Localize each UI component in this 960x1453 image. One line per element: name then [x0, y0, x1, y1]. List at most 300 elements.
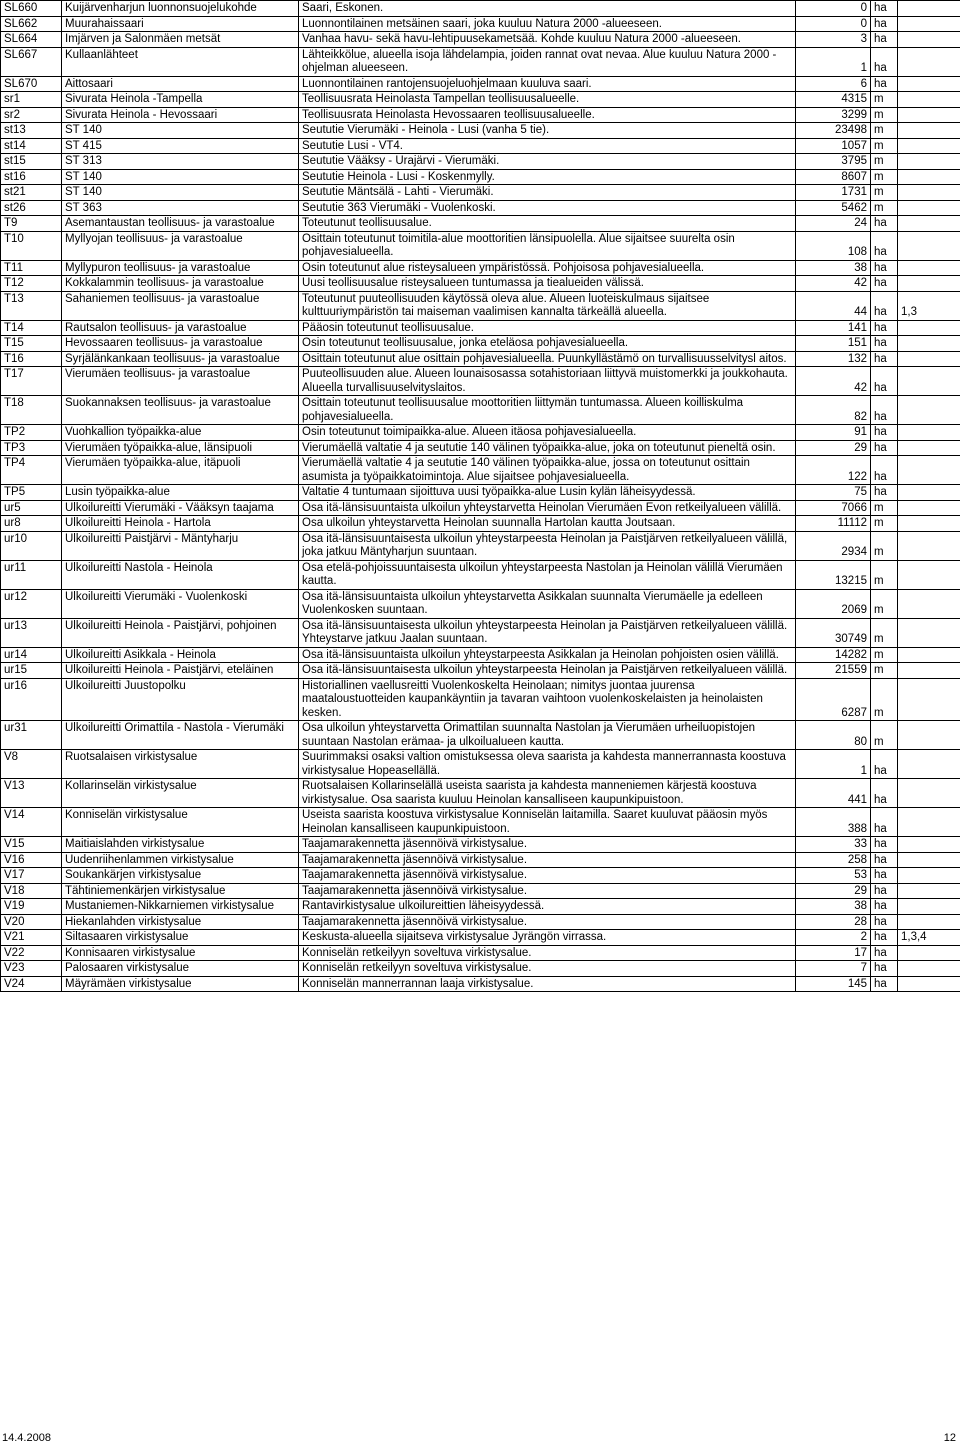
table-row: [1, 154, 960, 170]
table-row: [1, 440, 960, 456]
row-code: ur15: [1, 663, 62, 679]
row-name: Konniselän virkistysalue: [62, 808, 299, 837]
table-row: [1, 320, 960, 336]
row-unit: ha: [871, 868, 898, 884]
table-row: [1, 16, 960, 32]
row-name: Imjärven ja Salonmäen metsät: [62, 32, 299, 48]
row-code: st14: [1, 138, 62, 154]
row-name: Ulkoilureitti Orimattila - Nastola - Vierumäki: [62, 721, 299, 750]
row-note: [898, 618, 960, 647]
row-amount: 38: [796, 260, 871, 276]
row-amount: 17: [796, 945, 871, 961]
row-description: Osittain toteutunut toimitila-alue moottoritien länsipuolella. Alue sijaitsee suurelta osin pohjavesialueella.: [299, 231, 796, 260]
row-unit: m: [871, 200, 898, 216]
row-note: [898, 899, 960, 915]
row-amount: 33: [796, 837, 871, 853]
row-name: Sivurata Heinola - Hevossaari: [62, 107, 299, 123]
row-unit: ha: [871, 837, 898, 853]
row-unit: ha: [871, 914, 898, 930]
row-unit: m: [871, 154, 898, 170]
row-name: Ulkoilureitti Asikkala - Heinola: [62, 647, 299, 663]
row-amount: 24: [796, 216, 871, 232]
row-unit: ha: [871, 291, 898, 320]
row-code: T9: [1, 216, 62, 232]
row-note: [898, 750, 960, 779]
row-unit: ha: [871, 852, 898, 868]
row-amount: 23498: [796, 123, 871, 139]
table-row: [1, 185, 960, 201]
row-description: Osin toteutunut teollisuusalue, jonka eteläosa pohjavesialueella.: [299, 336, 796, 352]
row-note: [898, 76, 960, 92]
row-code: T15: [1, 336, 62, 352]
row-description: Taajamarakennetta jäsennöivä virkistysalue.: [299, 914, 796, 930]
row-code: st21: [1, 185, 62, 201]
row-description: Teollisuusrata Heinolasta Hevossaaren teollisuusalueelle.: [299, 107, 796, 123]
row-unit: m: [871, 107, 898, 123]
row-code: V16: [1, 852, 62, 868]
row-amount: 38: [796, 899, 871, 915]
row-code: ur8: [1, 516, 62, 532]
row-unit: m: [871, 663, 898, 679]
row-note: [898, 961, 960, 977]
row-note: [898, 647, 960, 663]
row-unit: m: [871, 560, 898, 589]
row-note: [898, 107, 960, 123]
row-note: [898, 589, 960, 618]
row-description: Osa itä-länsisuuntaisesta ulkoilun yhteystarpeesta Heinolan ja Paistjärven retkeilyalueen välillä, joka jatkuu Mäntyharjun suuntaan.: [299, 531, 796, 560]
row-unit: m: [871, 721, 898, 750]
table-row: [1, 516, 960, 532]
table-row: [1, 899, 960, 915]
row-amount: 0: [796, 1, 871, 17]
row-unit: m: [871, 169, 898, 185]
row-unit: ha: [871, 808, 898, 837]
row-amount: 30749: [796, 618, 871, 647]
row-code: ur13: [1, 618, 62, 647]
row-note: [898, 47, 960, 76]
row-name: Kullaanlähteet: [62, 47, 299, 76]
table-row: [1, 169, 960, 185]
row-amount: 258: [796, 852, 871, 868]
row-unit: m: [871, 500, 898, 516]
row-unit: ha: [871, 1, 898, 17]
row-code: V15: [1, 837, 62, 853]
row-note: [898, 32, 960, 48]
table-row: [1, 425, 960, 441]
row-description: Vierumäellä valtatie 4 ja seututie 140 välinen työpaikka-alue, joka on toteutunut pieneltä osin.: [299, 440, 796, 456]
row-name: Ulkoilureitti Juustopolku: [62, 678, 299, 721]
row-unit: m: [871, 618, 898, 647]
table-row: [1, 808, 960, 837]
row-code: V13: [1, 779, 62, 808]
row-unit: ha: [871, 32, 898, 48]
row-name: Tähtiniemenkärjen virkistysalue: [62, 883, 299, 899]
row-note: [898, 914, 960, 930]
row-code: T12: [1, 276, 62, 292]
row-description: Taajamarakennetta jäsennöivä virkistysalue.: [299, 852, 796, 868]
table-row: [1, 868, 960, 884]
row-name: Ulkoilureitti Heinola - Paistjärvi, pohjoinen: [62, 618, 299, 647]
row-code: V23: [1, 961, 62, 977]
row-description: Osa etelä-pohjoissuuntaisesta ulkoilun yhteystarpeesta Nastolan ja Heinolan välillä Vierumäen kautta.: [299, 560, 796, 589]
row-name: Rautsalon teollisuus- ja varastoalue: [62, 320, 299, 336]
row-note: [898, 216, 960, 232]
row-unit: ha: [871, 276, 898, 292]
row-description: Osa itä-länsisuuntaista ulkoilun yhteystarvetta Asikkalan suunnalta Vierumäelle ja edelleen Vuolenkosken suuntaan.: [299, 589, 796, 618]
row-unit: m: [871, 531, 898, 560]
row-description: Vierumäellä valtatie 4 ja seututie 140 välinen työpaikka-alue, jossa on toteutunut osittain asumista ja työpaikkatoimintoja. Alue sijaitsee pohjavesialueella.: [299, 456, 796, 485]
row-code: T14: [1, 320, 62, 336]
row-unit: m: [871, 516, 898, 532]
table-row: [1, 750, 960, 779]
row-unit: m: [871, 185, 898, 201]
row-amount: 6287: [796, 678, 871, 721]
row-code: st15: [1, 154, 62, 170]
row-description: Osittain toteutunut alue osittain pohjavesialueella. Puunkyllästämö on turvallisuusselvitysl aitos.: [299, 351, 796, 367]
row-name: Kollarinselän virkistysalue: [62, 779, 299, 808]
row-name: ST 140: [62, 169, 299, 185]
table-row: [1, 500, 960, 516]
table-row: [1, 260, 960, 276]
table-row: [1, 216, 960, 232]
row-amount: 6: [796, 76, 871, 92]
row-note: [898, 852, 960, 868]
row-amount: 7: [796, 961, 871, 977]
row-description: Seututie Heinola - Lusi - Koskenmylly.: [299, 169, 796, 185]
row-unit: ha: [871, 976, 898, 992]
row-code: ur31: [1, 721, 62, 750]
row-unit: m: [871, 647, 898, 663]
row-code: SL664: [1, 32, 62, 48]
row-note: [898, 351, 960, 367]
table-row: [1, 47, 960, 76]
row-code: st13: [1, 123, 62, 139]
row-description: Lähteikkölue, alueella isoja lähdelampia, joiden rannat ovat nevaa. Alue kuuluu Natura 2000 - ohjelman alueeseen.: [299, 47, 796, 76]
row-code: ur10: [1, 531, 62, 560]
row-amount: 141: [796, 320, 871, 336]
row-amount: 2: [796, 930, 871, 946]
row-note: [898, 440, 960, 456]
row-name: Maitiaislahden virkistysalue: [62, 837, 299, 853]
row-amount: 1: [796, 47, 871, 76]
row-amount: 42: [796, 276, 871, 292]
row-amount: 82: [796, 396, 871, 425]
row-amount: 75: [796, 485, 871, 501]
row-amount: 151: [796, 336, 871, 352]
table-row: [1, 883, 960, 899]
row-code: T18: [1, 396, 62, 425]
row-name: Lusin työpaikka-alue: [62, 485, 299, 501]
row-name: Soukankärjen virkistysalue: [62, 868, 299, 884]
row-amount: 14282: [796, 647, 871, 663]
row-name: Suokannaksen teollisuus- ja varastoalue: [62, 396, 299, 425]
row-description: Suurimmaksi osaksi valtion omistuksessa oleva saarista ja kahdesta mannerrannasta koostuva virkistysalue Hopeasellällä.: [299, 750, 796, 779]
row-description: Vanhaa havu- sekä havu-lehtipuusekametsää. Kohde kuuluu Natura 2000 -alueeseen.: [299, 32, 796, 48]
table-row: [1, 531, 960, 560]
table-row: [1, 485, 960, 501]
row-code: ur16: [1, 678, 62, 721]
page-number: 12: [943, 1432, 956, 1444]
row-unit: m: [871, 123, 898, 139]
row-description: Taajamarakennetta jäsennöivä virkistysalue.: [299, 868, 796, 884]
row-code: T16: [1, 351, 62, 367]
row-note: [898, 396, 960, 425]
row-amount: 2069: [796, 589, 871, 618]
row-amount: 44: [796, 291, 871, 320]
row-unit: m: [871, 589, 898, 618]
row-note: [898, 276, 960, 292]
row-code: ur5: [1, 500, 62, 516]
row-note: [898, 678, 960, 721]
table-row: [1, 721, 960, 750]
row-note: [898, 560, 960, 589]
row-note: [898, 231, 960, 260]
table-row: [1, 560, 960, 589]
row-amount: 29: [796, 883, 871, 899]
row-note: [898, 367, 960, 396]
row-unit: ha: [871, 899, 898, 915]
row-name: Mustaniemen-Nikkarniemen virkistysalue: [62, 899, 299, 915]
row-amount: 1731: [796, 185, 871, 201]
row-name: ST 313: [62, 154, 299, 170]
row-name: Ulkoilureitti Vierumäki - Vuolenkoski: [62, 589, 299, 618]
table-row: [1, 852, 960, 868]
table-row: [1, 663, 960, 679]
row-description: Rantavirkistysalue ulkoilureittien läheisyydessä.: [299, 899, 796, 915]
row-amount: 3795: [796, 154, 871, 170]
row-note: [898, 456, 960, 485]
row-note: [898, 185, 960, 201]
row-note: [898, 976, 960, 992]
row-note: [898, 92, 960, 108]
row-description: Osin toteutunut toimipaikka-alue. Alueen itäosa pohjavesialueella.: [299, 425, 796, 441]
row-description: Ruotsalaisen Kollarinselällä useista saarista ja kahdesta manneniemen kärjestä koostuva virkistysalue. Osa saarista kuuluu Heinolan kansalliseen kaupunkipuistoon.: [299, 779, 796, 808]
row-code: SL662: [1, 16, 62, 32]
row-unit: m: [871, 678, 898, 721]
row-code: ur11: [1, 560, 62, 589]
table-row: [1, 647, 960, 663]
row-name: Hevossaaren teollisuus- ja varastoalue: [62, 336, 299, 352]
footer-date: 14.4.2008: [2, 1432, 51, 1444]
row-description: Seututie Mäntsälä - Lahti - Vierumäki.: [299, 185, 796, 201]
table-row: [1, 276, 960, 292]
row-code: TP3: [1, 440, 62, 456]
row-name: Ulkoilureitti Paistjärvi - Mäntyharju: [62, 531, 299, 560]
row-code: V20: [1, 914, 62, 930]
row-unit: ha: [871, 883, 898, 899]
row-name: Mäyrämäen virkistysalue: [62, 976, 299, 992]
row-unit: ha: [871, 930, 898, 946]
table-row: [1, 678, 960, 721]
row-amount: 0: [796, 16, 871, 32]
row-description: Historiallinen vaellusreitti Vuolenkoskelta Heinolaan; nimitys juontaa juurensa maataloustuotteiden kaupankäyntiin ja tavaran vaihtoon vuolenkoskelaisten ja heinolaisten kesken.: [299, 678, 796, 721]
row-code: TP2: [1, 425, 62, 441]
table-row: [1, 396, 960, 425]
row-unit: ha: [871, 425, 898, 441]
table-row: [1, 200, 960, 216]
row-amount: 441: [796, 779, 871, 808]
row-name: Myllyojan teollisuus- ja varastoalue: [62, 231, 299, 260]
row-amount: 145: [796, 976, 871, 992]
row-amount: 29: [796, 440, 871, 456]
row-name: Syrjälänkankaan teollisuus- ja varastoalue: [62, 351, 299, 367]
row-note: [898, 663, 960, 679]
row-name: ST 363: [62, 200, 299, 216]
row-name: Aittosaari: [62, 76, 299, 92]
row-code: V24: [1, 976, 62, 992]
row-note: [898, 808, 960, 837]
row-unit: ha: [871, 779, 898, 808]
table-row: [1, 779, 960, 808]
table-row: [1, 351, 960, 367]
row-description: Osa ulkoilun yhteystarvetta Heinolan suunnalla Hartolan kautta Joutsaan.: [299, 516, 796, 532]
row-note: [898, 16, 960, 32]
row-description: Pääosin toteutunut teollisuusalue.: [299, 320, 796, 336]
row-code: T17: [1, 367, 62, 396]
row-amount: 1: [796, 750, 871, 779]
row-code: V19: [1, 899, 62, 915]
row-note: [898, 516, 960, 532]
row-name: Siltasaaren virkistysalue: [62, 930, 299, 946]
row-name: Sahaniemen teollisuus- ja varastoalue: [62, 291, 299, 320]
row-code: V14: [1, 808, 62, 837]
row-description: Osa itä-länsisuuntaista ulkoilun yhteystarpeesta Asikkalan ja Heinolan pohjoisten osien välillä.: [299, 647, 796, 663]
row-unit: ha: [871, 336, 898, 352]
row-amount: 5462: [796, 200, 871, 216]
row-amount: 13215: [796, 560, 871, 589]
table-row: [1, 961, 960, 977]
row-note: [898, 779, 960, 808]
row-note: [898, 485, 960, 501]
row-code: st16: [1, 169, 62, 185]
row-description: Osa itä-länsisuuntaisesta ulkoilun yhteystarpeesta Heinolan ja Paistjärven retkeilyalueen välillä.: [299, 663, 796, 679]
row-name: Konnisaaren virkistysalue: [62, 945, 299, 961]
row-unit: ha: [871, 945, 898, 961]
row-note: 1,3,4: [898, 930, 960, 946]
row-description: Osin toteutunut alue risteysalueen ympäristössä. Pohjoisosa pohjavesialueella.: [299, 260, 796, 276]
row-name: ST 140: [62, 123, 299, 139]
row-note: [898, 837, 960, 853]
table-row: [1, 914, 960, 930]
row-description: Useista saarista koostuva virkistysalue Konniselän laitamilla. Saaret kuuluvat pääosin myös Heinolan kansalliseen kaupunkipuistoon.: [299, 808, 796, 837]
row-amount: 28: [796, 914, 871, 930]
row-note: [898, 425, 960, 441]
row-code: V22: [1, 945, 62, 961]
row-amount: 3299: [796, 107, 871, 123]
table-row: [1, 618, 960, 647]
row-unit: ha: [871, 231, 898, 260]
row-note: [898, 200, 960, 216]
row-description: Osa itä-länsisuuntaisesta ulkoilun yhteystarpeesta Heinolan ja Paistjärven retkeilyalueen välillä. Yhteystarve jatkuu Jaalan suuntaan.: [299, 618, 796, 647]
row-code: TP5: [1, 485, 62, 501]
table-row: [1, 138, 960, 154]
row-amount: 11112: [796, 516, 871, 532]
row-name: Asemantaustan teollisuus- ja varastoalue: [62, 216, 299, 232]
row-description: Konniselän retkeilyyn soveltuva virkistysalue.: [299, 945, 796, 961]
row-description: Seututie Vierumäki - Heinola - Lusi (vanha 5 tie).: [299, 123, 796, 139]
row-description: Keskusta-alueella sijaitseva virkistysalue Jyrängön virrassa.: [299, 930, 796, 946]
table-row: [1, 1, 960, 17]
table-row: [1, 945, 960, 961]
row-amount: 7066: [796, 500, 871, 516]
row-name: ST 140: [62, 185, 299, 201]
row-name: Ulkoilureitti Heinola - Hartola: [62, 516, 299, 532]
row-name: Kokkalammin teollisuus- ja varastoalue: [62, 276, 299, 292]
row-description: Toteutunut teollisuusalue.: [299, 216, 796, 232]
row-description: Toteutunut puuteollisuuden käytössä oleva alue. Alueen luoteiskulmaus sijaitsee kulttuuriympäristön tai maiseman vaalimisen kannalta tärkeällä alueella.: [299, 291, 796, 320]
row-code: V21: [1, 930, 62, 946]
table-row: [1, 231, 960, 260]
row-amount: 53: [796, 868, 871, 884]
row-note: [898, 721, 960, 750]
row-unit: ha: [871, 216, 898, 232]
row-code: V18: [1, 883, 62, 899]
row-note: [898, 169, 960, 185]
row-description: Seututie Vääksy - Urajärvi - Vierumäki.: [299, 154, 796, 170]
row-unit: m: [871, 138, 898, 154]
row-unit: ha: [871, 750, 898, 779]
row-amount: 1057: [796, 138, 871, 154]
row-name: Ulkoilureitti Heinola - Paistjärvi, eteläinen: [62, 663, 299, 679]
row-name: Ulkoilureitti Nastola - Heinola: [62, 560, 299, 589]
table-row: [1, 32, 960, 48]
row-name: Sivurata Heinola -Tampella: [62, 92, 299, 108]
table-row: [1, 76, 960, 92]
table-row: [1, 107, 960, 123]
table-row: [1, 930, 960, 946]
row-note: [898, 260, 960, 276]
row-note: [898, 138, 960, 154]
table-row: [1, 456, 960, 485]
row-description: Osittain toteutunut teollisuusalue moottoritien liittymän tuntumassa. Alueen koilliskulma pohjavesialueella.: [299, 396, 796, 425]
row-description: Konniselän retkeilyyn soveltuva virkistysalue.: [299, 961, 796, 977]
row-description: Taajamarakennetta jäsennöivä virkistysalue.: [299, 837, 796, 853]
row-note: 1,3: [898, 291, 960, 320]
row-code: SL660: [1, 1, 62, 17]
table-row: [1, 291, 960, 320]
row-code: SL670: [1, 76, 62, 92]
row-description: Osa itä-länsisuuntaista ulkoilun yhteystarvetta Heinolan Vierumäen Evon retkeilyalueen välillä.: [299, 500, 796, 516]
row-amount: 8607: [796, 169, 871, 185]
table-row: [1, 336, 960, 352]
row-description: Saari, Eskonen.: [299, 1, 796, 17]
row-note: [898, 868, 960, 884]
row-note: [898, 945, 960, 961]
row-description: Osa ulkoilun yhteystarvetta Orimattilan suunnalta Nastolan ja Vierumäen urheiluopistojen suuntaan Nastolan erämaa- ja ulkoilualueen kautta.: [299, 721, 796, 750]
table-row: [1, 837, 960, 853]
row-name: Ulkoilureitti Vierumäki - Vääksyn taajama: [62, 500, 299, 516]
row-name: Vuohkallion työpaikka-alue: [62, 425, 299, 441]
row-description: Teollisuusrata Heinolasta Tampellan teollisuusalueelle.: [299, 92, 796, 108]
table-row: [1, 123, 960, 139]
row-note: [898, 1, 960, 17]
row-code: T11: [1, 260, 62, 276]
row-unit: ha: [871, 961, 898, 977]
row-name: ST 415: [62, 138, 299, 154]
row-description: Uusi teollisuusalue risteysalueen tuntumassa ja tiealueiden välissä.: [299, 276, 796, 292]
row-name: Uudenriihenlammen virkistysalue: [62, 852, 299, 868]
row-name: Vierumäen teollisuus- ja varastoalue: [62, 367, 299, 396]
row-code: T10: [1, 231, 62, 260]
row-code: sr2: [1, 107, 62, 123]
row-description: Puuteollisuuden alue. Alueen lounaisosassa sotahistoriaan liittyvä muistomerkki ja joukkohauta. Alueella turvallisuuselvityslaitos.: [299, 367, 796, 396]
row-description: Seututie 363 Vierumäki - Vuolenkoski.: [299, 200, 796, 216]
row-name: Palosaaren virkistysalue: [62, 961, 299, 977]
row-name: Myllypuron teollisuus- ja varastoalue: [62, 260, 299, 276]
row-note: [898, 320, 960, 336]
row-description: Valtatie 4 tuntumaan sijoittuva uusi työpaikka-alue Lusin kylän läheisyydessä.: [299, 485, 796, 501]
row-code: ur14: [1, 647, 62, 663]
